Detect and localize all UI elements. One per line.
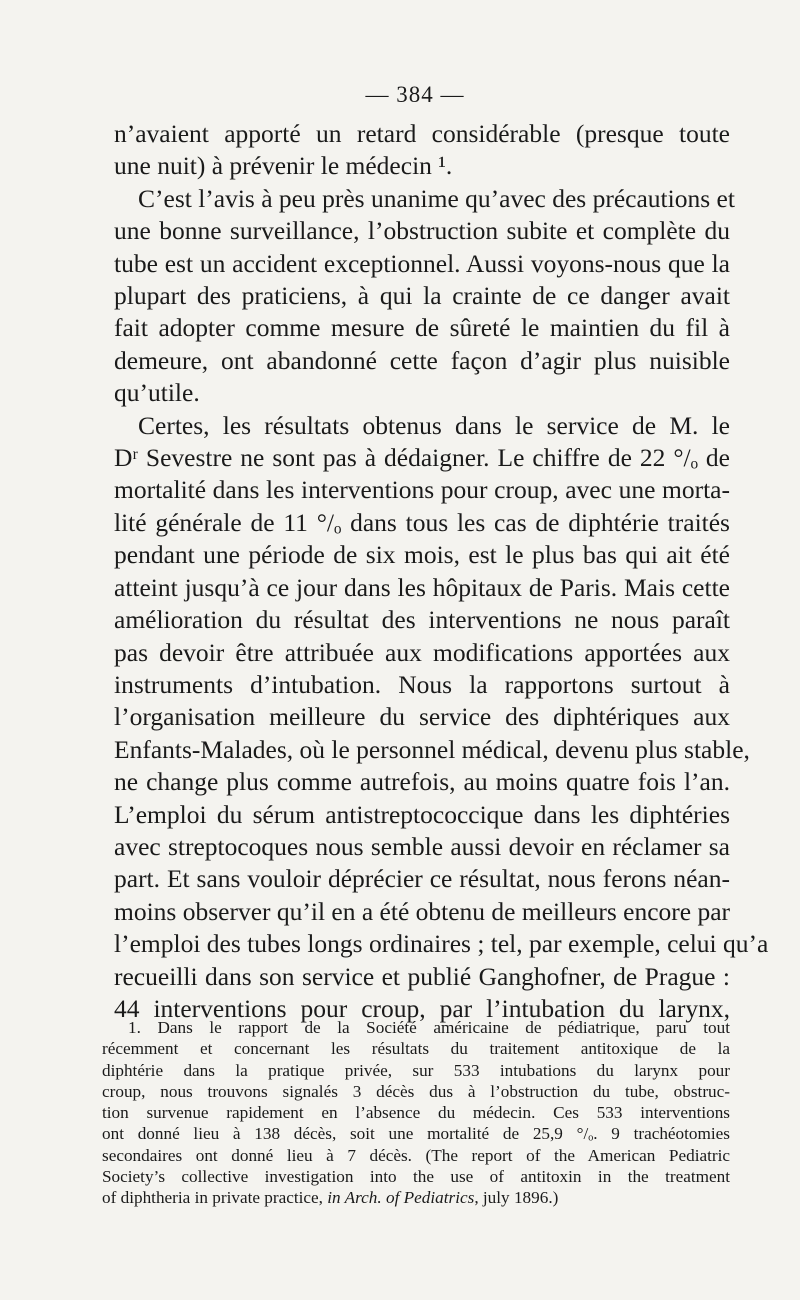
footnote-line: diphtérie dans la pratique privée, sur 533 intubations du larynx pour (102, 1060, 730, 1080)
text-line: ne change plus comme autrefois, au moins quatre fois l’an. (114, 767, 730, 797)
text-line: moins observer qu’il en a été obtenu de meilleurs encore par (114, 896, 731, 926)
body-text (114, 118, 769, 1025)
text-line: instruments d’intubation. Nous la rapportons surtout à (114, 669, 730, 699)
footnote-line: ont donné lieu à 138 décès, soit une mortalité de 25,9 °/ₒ. 9 trachéotomies (102, 1124, 730, 1144)
footnote-line: of diphtheria in private practice, (102, 1188, 323, 1208)
text-line: L’emploi du sérum antistreptococcique dans les diphtéries (114, 799, 730, 829)
text-line: l’emploi des tubes longs ordinaires ; tel, par exemple, celui qu’a (114, 929, 769, 959)
text-line: pas devoir être attribuée aux modifications apportées aux (114, 637, 730, 667)
text-line: 44 interventions pour croup, par l’intubation du larynx, (114, 993, 730, 1023)
text-line: une bonne surveillance, l’obstruction subite et complète du (114, 216, 730, 246)
footnote-line: tion survenue rapidement en l’absence du médecin. Ces 533 interventions (102, 1103, 730, 1123)
text-line: atteint jusqu’à ce jour dans les hôpitaux de Paris. Mais cette (114, 572, 730, 602)
text-line: Dʳ Sevestre ne sont pas à dédaigner. Le chiffre de 22 °/ₒ de (114, 443, 730, 473)
footnote-line: Society’s collective investigation into the use of antitoxin in the treatment (102, 1167, 730, 1187)
text-line: amélioration du résultat des interventions ne nous paraît (114, 605, 730, 635)
text-line: demeure, ont abandonné cette façon d’agir plus nuisible (114, 345, 730, 375)
text-line: mortalité dans les interventions pour croup, avec une morta- (114, 475, 730, 505)
text-line: avec streptocoques nous semble aussi devoir en réclamer sa (114, 831, 730, 861)
page-number: — 384 — (365, 82, 465, 107)
footnote-last-line (102, 1187, 730, 1208)
text-line: tube est un accident exceptionnel. Aussi voyons-nous que la (114, 248, 730, 278)
text-line: pendant une période de six mois, est le plus bas qui ait été (114, 540, 730, 570)
text-line: Enfants-Malades, où le personnel médical, devenu plus stable, (114, 734, 750, 764)
text-line: lité générale de 11 °/ₒ dans tous les cas de diphtérie traités (114, 507, 730, 537)
footnote-tail: , july 1896.) (474, 1188, 559, 1208)
text-line: Certes, les résultats obtenus dans le service de M. le (138, 410, 730, 440)
text-line: part. Et sans vouloir déprécier ce résultat, nous ferons néan- (114, 864, 730, 894)
footnote (102, 1017, 730, 1209)
text-line: qu’utile. (114, 378, 200, 408)
footnote-line: 1. Dans le rapport de la Société américaine de pédiatrique, paru tout (128, 1018, 730, 1037)
text-line: C’est l’avis à peu près unanime qu’avec des précautions et (138, 183, 735, 213)
footnote-citation: in Arch. of Pediatrics (327, 1188, 475, 1208)
text-line: n’avaient apporté un retard considérable (presque toute (114, 119, 730, 148)
text-line: recueilli dans son service et publié Ganghofner, de Prague : (114, 961, 730, 991)
text-line: fait adopter comme mesure de sûreté le maintien du fil à (114, 313, 730, 343)
footnote-line: secondaires ont donné lieu à 7 décès. (The report of the American Pediatric (102, 1145, 730, 1165)
text-line: une nuit) à prévenir le médecin ¹. (114, 151, 453, 181)
footnote-line: croup, nous trouvons signalés 3 décès dus à l’obstruction du tube, obstruc- (102, 1081, 730, 1101)
footnote-line: récemment et concernant les résultats du traitement antitoxique de la (102, 1039, 730, 1059)
text-line: plupart des praticiens, à qui la crainte de ce danger avait (114, 281, 730, 311)
text-line: l’organisation meilleure du service des diphtériques aux (114, 702, 730, 732)
